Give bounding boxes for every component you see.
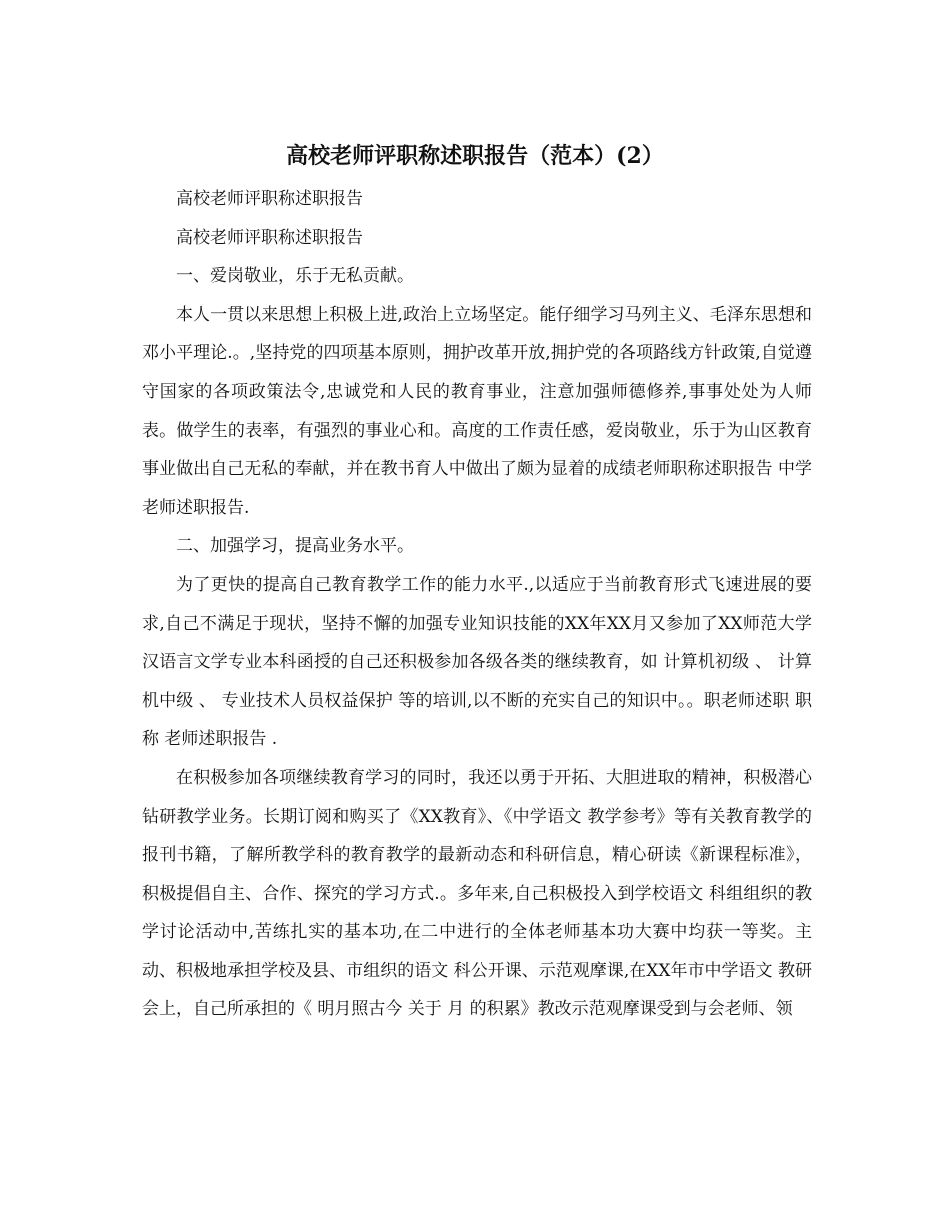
document-body [142, 180, 812, 1029]
paragraph-subtitle-1: 高校老师评职称述职报告 [176, 189, 363, 209]
paragraph-3: 在积极参加各项继续教育学习的同时，我还以勇于开拓、大胆进取的精神，积极潜心钻研教学业务。长期订阅和购买了《XX教育》、《中学语文 教学参考》等有关教育教学的报刊书籍，了解所教学科的教育教学的最新动态和科研信息，精心研读《新课程标准》，积极提倡自主、合作、探究的学习方式.。多年来,自己积极投入到学校语文 科组组织的教学讨论活动中,苦练扎实的基本功,在二中进行的全体老师基本功大赛中均获一等奖。主动、积极地承担学校及县、市组织的语文 科公开课、示范观摩课,在XX年市中学语文 教研会上，自己所承担的《 明月照古今 关于 月 的积累》教改示范观摩课受到与会老师、领 [142, 767, 812, 1020]
paragraph-1: 本人一贯以来思想上积极上进,政治上立场坚定。能仔细学习马列主义、毛泽东思想和邓小平理论.。,坚持党的四项基本原则，拥护改革开放,拥护党的各项路线方针政策,自觉遵守国家的各项政策法令,忠诚党和人民的教育事业，注意加强师德修养,事事处处为人师表。做学生的表率，有强烈的事业心和。高度的工作责任感，爱岗敬业，乐于为山区教育事业做出自己无私的奉献，并在教书育人中做出了颇为显着的成绩老师职称述职报告 中学老师述职报告. [142, 304, 812, 518]
paragraph-subtitle-2: 高校老师评职称述职报告 [176, 227, 363, 248]
document-title: 高校老师评职称述职报告（范本）(2） [286, 143, 664, 169]
section-heading-2: 二、加强学习，提高业务水平。 [176, 536, 414, 557]
section-heading-1: 一、爱岗敬业，乐于无私贡献。 [176, 266, 414, 287]
paragraph-2: 为了更快的提高自己教育教学工作的能力水平.,以适应于当前教育形式飞速进展的要求,自己不满足于现状，坚持不懈的加强专业知识技能的XX年XX月又参加了XX师范大学汉语言文学专业本科函授的自己还积极参加各级各类的继续教育，如 计算机初级 、 计算机中级 、 专业技术人员权益保护 等的培训,以不断的充实自己的知识中。。职老师述职 职称 老师述职报告 . [142, 574, 812, 750]
